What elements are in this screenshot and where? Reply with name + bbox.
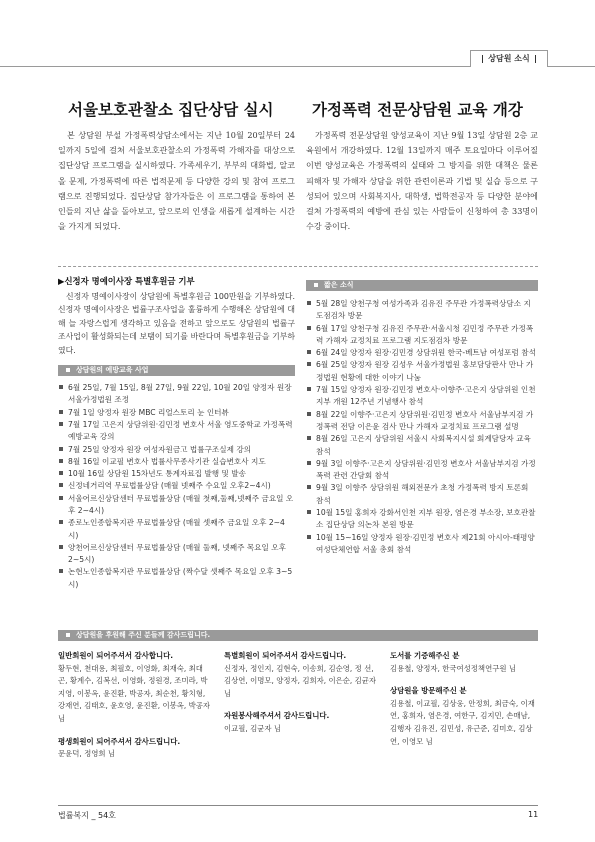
thanks-section-bar bbox=[58, 630, 538, 641]
article-left-title: 서울보호관찰소 집단상담 실시 bbox=[68, 100, 274, 119]
left-column bbox=[58, 275, 295, 591]
news-label: 짧은 소식 bbox=[324, 281, 354, 289]
thanks-heading: 자원봉사해주셔서 감사드립니다. bbox=[224, 711, 330, 721]
article-left-body bbox=[58, 128, 295, 234]
list-item: 6월 25일, 7월 15일, 8월 27일, 9월 22일, 10월 20일 양정자 원장 서울가정법원 조정 bbox=[58, 382, 295, 407]
list-item: 9월 3일 이향주·고은지 상담위원·김민정 변호사 서울남부지검 가정폭력 관련 간담회 참석 bbox=[306, 458, 538, 483]
thanks-names: 이교필, 김균자 님 bbox=[224, 723, 282, 733]
notice-heading: ▶신정자 명예이사장 특별후원금 기부 bbox=[58, 276, 195, 286]
section-tab bbox=[470, 50, 548, 67]
tab-divider-left bbox=[482, 55, 483, 63]
list-item: 양천어르신상담센터 무료법률상담 (매월 둘째, 넷째주 목요일 오후 2~5시) bbox=[58, 542, 295, 567]
list-item: 8월 16일 이교필 변호사 법률사무종사기관 실습변호사 지도 bbox=[58, 456, 295, 468]
article-right-title: 가정폭력 전문상담원 교육 개강 bbox=[312, 100, 523, 119]
news-section-bar bbox=[306, 280, 538, 291]
tab-divider-right bbox=[535, 55, 536, 63]
thanks-column-2 bbox=[224, 650, 376, 736]
thanks-heading: 평생회원이 되어주셔서 감사드립니다. bbox=[58, 736, 181, 746]
list-item: 6월 25일 양정자 원장 김성우 서울가정법원 홍보담당판사 만나 가정법원 현황에 대한 이야기 나눔 bbox=[306, 359, 538, 384]
thanks-column-1 bbox=[58, 650, 210, 761]
square-bullet-icon bbox=[314, 283, 318, 287]
thanks-column-3 bbox=[390, 650, 538, 748]
thanks-names: 신정자, 정인지, 김현숙, 이송희, 김순영, 정 선, 김상연, 이명모, 양정자, 김희자, 이은순, 김균자 님 bbox=[224, 663, 377, 698]
lectures-label: 상담원의 예방교육 사업 bbox=[76, 366, 149, 375]
lectures-list bbox=[58, 382, 295, 591]
list-item: 10월 15일 홍희자 강화서인천 지부 원장, 염은경 부소장, 보호관찰소 집단상담 의논차 본원 방문 bbox=[306, 507, 538, 532]
thanks-names: 문윤덕, 정영희 님 bbox=[58, 749, 116, 759]
news-list bbox=[306, 298, 538, 556]
list-item: 7월 17일 고은지 상담위원·김민정 변호사 서울 영도중학교 가정폭력 예방교육 강의 bbox=[58, 419, 295, 444]
square-bullet-icon bbox=[66, 368, 70, 372]
list-item: 6월 17일 양천구청 김유진 주무관·서울시청 김민정 주무관 가정폭력 가해자 교정치료 프로그램 지도점검차 방문 bbox=[306, 323, 538, 348]
right-column bbox=[306, 280, 538, 556]
list-item: 종로노인종합복지관 무료법률상담 (매월 셋째주 금요일 오후 2~4시) bbox=[58, 517, 295, 542]
article-left-paragraph: 본 상담원 부설 가정폭력상담소에서는 지난 10월 20일부터 24일까지 5일에 걸쳐 서울보호관찰소의 가정폭력 가해자를 대상으로 집단상담 프로그램을 실시하였다. 가족세우기, 부부의 대화법, 알코올 문제, 가정폭력에 따른 법적문제 등 다양한 강의 및 참여 프로그램으로 진행되었다. 집단상담 참가자들은 이 프로그램을 통하여 본인들의 지난 삶을 돌아보고, 앞으로의 인생을 새롭게 설계하는 시간을 가지게 되었다. bbox=[58, 130, 295, 232]
list-item: 7월 25일 양정자 원장 여성자원금고 법률구조실제 강의 bbox=[58, 444, 295, 456]
lectures-section-bar bbox=[58, 365, 295, 376]
thanks-heading: 도서를 기증해주신 분 bbox=[390, 651, 460, 660]
thanks-names: 김용철, 이교필, 김상웅, 안정희, 최금숙, 이재연, 홍희자, 염은경, 여한구, 김지민, 손매남, 김행자 김유진, 김민성, 유근준, 김미호, 김상연, 이영모 님 bbox=[390, 698, 535, 746]
footer-rule bbox=[58, 805, 538, 806]
square-bullet-icon bbox=[66, 633, 70, 637]
thanks-heading: 특별회원이 되어주셔서 감사드립니다. bbox=[224, 651, 347, 660]
page-number: 11 bbox=[528, 810, 539, 819]
footer-publication: 법률복지 _ 54호 bbox=[58, 811, 116, 820]
list-item: 논현노인종합복지관 무료법률상담 (짝수달 셋째주 목요일 오후 3~5시) bbox=[58, 566, 295, 591]
thanks-label: 상담원을 후원해 주신 분들께 감사드립니다. bbox=[76, 631, 211, 639]
list-item: 8월 22일 이향주·고은지 상담위원·김민정 변호사 서울남부지검 가정폭력 전담 이은윤 검사 만나 가해자 교정치료 프로그램 설명 bbox=[306, 409, 538, 434]
list-item: 10월 16일 상담원 15차년도 통계자료집 발행 및 발송 bbox=[58, 468, 295, 480]
list-item: 7월 15일 양정자 원장·김민정 변호사·이향주·고은지 상담위원 인천지부 개원 12주년 기념행사 참석 bbox=[306, 384, 538, 409]
notice-paragraph: 신정자 명예이사장이 상담원에 특별후원금 100만원을 기부하였다. 신정자 명예이사장은 법률구조사업을 훌륭하게 수행해온 상담원에 대해 늘 자랑스럽게 생각하고 있음을 전하고 앞으로도 상담원의 법률구조사업이 활성화되는데 보탬이 되기를 바란다며 특별후원금을 기부하였다. bbox=[58, 292, 295, 355]
thanks-names: 황두현, 천대용, 최필호, 이영화, 최재숙, 최대곤, 황계수, 김복선, 이영화, 정원경, 조미라, 박지영, 이봉옥, 윤진환, 박공자, 최순천, 황치형, 강재연, 김태호, 윤호영, 윤진환, 이봉옥, 박공자 님 bbox=[58, 663, 211, 723]
list-item: 7월 1일 양정자 원장 MBC 리얼스토리 눈 인터뷰 bbox=[58, 407, 295, 419]
list-item: 서울어르신상담센터 무료법률상담 (매월 첫째,둘째,넷째주 금요일 오후 2~4시) bbox=[58, 493, 295, 518]
list-item: 10월 15~16일 양정자 원장·김민정 변호사 제21회 아시아-태평양 여성단체연합 서울 총회 참석 bbox=[306, 532, 538, 557]
thanks-heading: 상담원을 방문해주신 분 bbox=[390, 686, 467, 696]
section-divider bbox=[58, 266, 538, 267]
list-item: 8월 26일 고은지 상담위원 서울시 사회복지시설 회계담당자 교육 참석 bbox=[306, 433, 538, 458]
list-item: 5월 28일 양천구청 여성가족과 김유진 주무관 가정폭력상담소 지도점검차 방문 bbox=[306, 298, 538, 323]
notice-body bbox=[58, 290, 295, 357]
thanks-heading: 일반회원이 되어주셔서 감사합니다. bbox=[58, 651, 174, 660]
section-tab-label: 상담원 소식 bbox=[488, 54, 530, 63]
thanks-names: 김용철, 양정자, 한국여성정책연구원 님 bbox=[390, 663, 516, 673]
list-item: 6월 24일 양정자 원장·김민경 상담위원 한국-베트남 여성포럼 참석 bbox=[306, 347, 538, 359]
list-item: 9월 3일 이향주 상담위원 해외전문가 초청 가정폭력 방지 토론회 참석 bbox=[306, 482, 538, 507]
article-right-paragraph: 가정폭력 전문상담원 양성교육이 지난 9월 13일 상담원 2층 교육원에서 개강하였다. 12월 13일까지 매주 토요일마다 이루어질 이번 양성교육은 가정폭력의 실태와 그 방지를 위한 대책은 물론 피해자 및 가해자 상담을 위한 관련이론과 기법 및 실습 등으로 구성되어 있으며 사회복지사, 대학생, 법학전공자 등 다양한 분야에 걸쳐 가정폭력의 예방에 관심 있는 사람들이 신청하여 총 33명이 수강 중이다. bbox=[306, 130, 538, 232]
article-right-body bbox=[306, 128, 538, 234]
list-item: 신정네거리역 무료법률상담 (매월 넷째주 수요일 오후2~4시) bbox=[58, 480, 295, 492]
